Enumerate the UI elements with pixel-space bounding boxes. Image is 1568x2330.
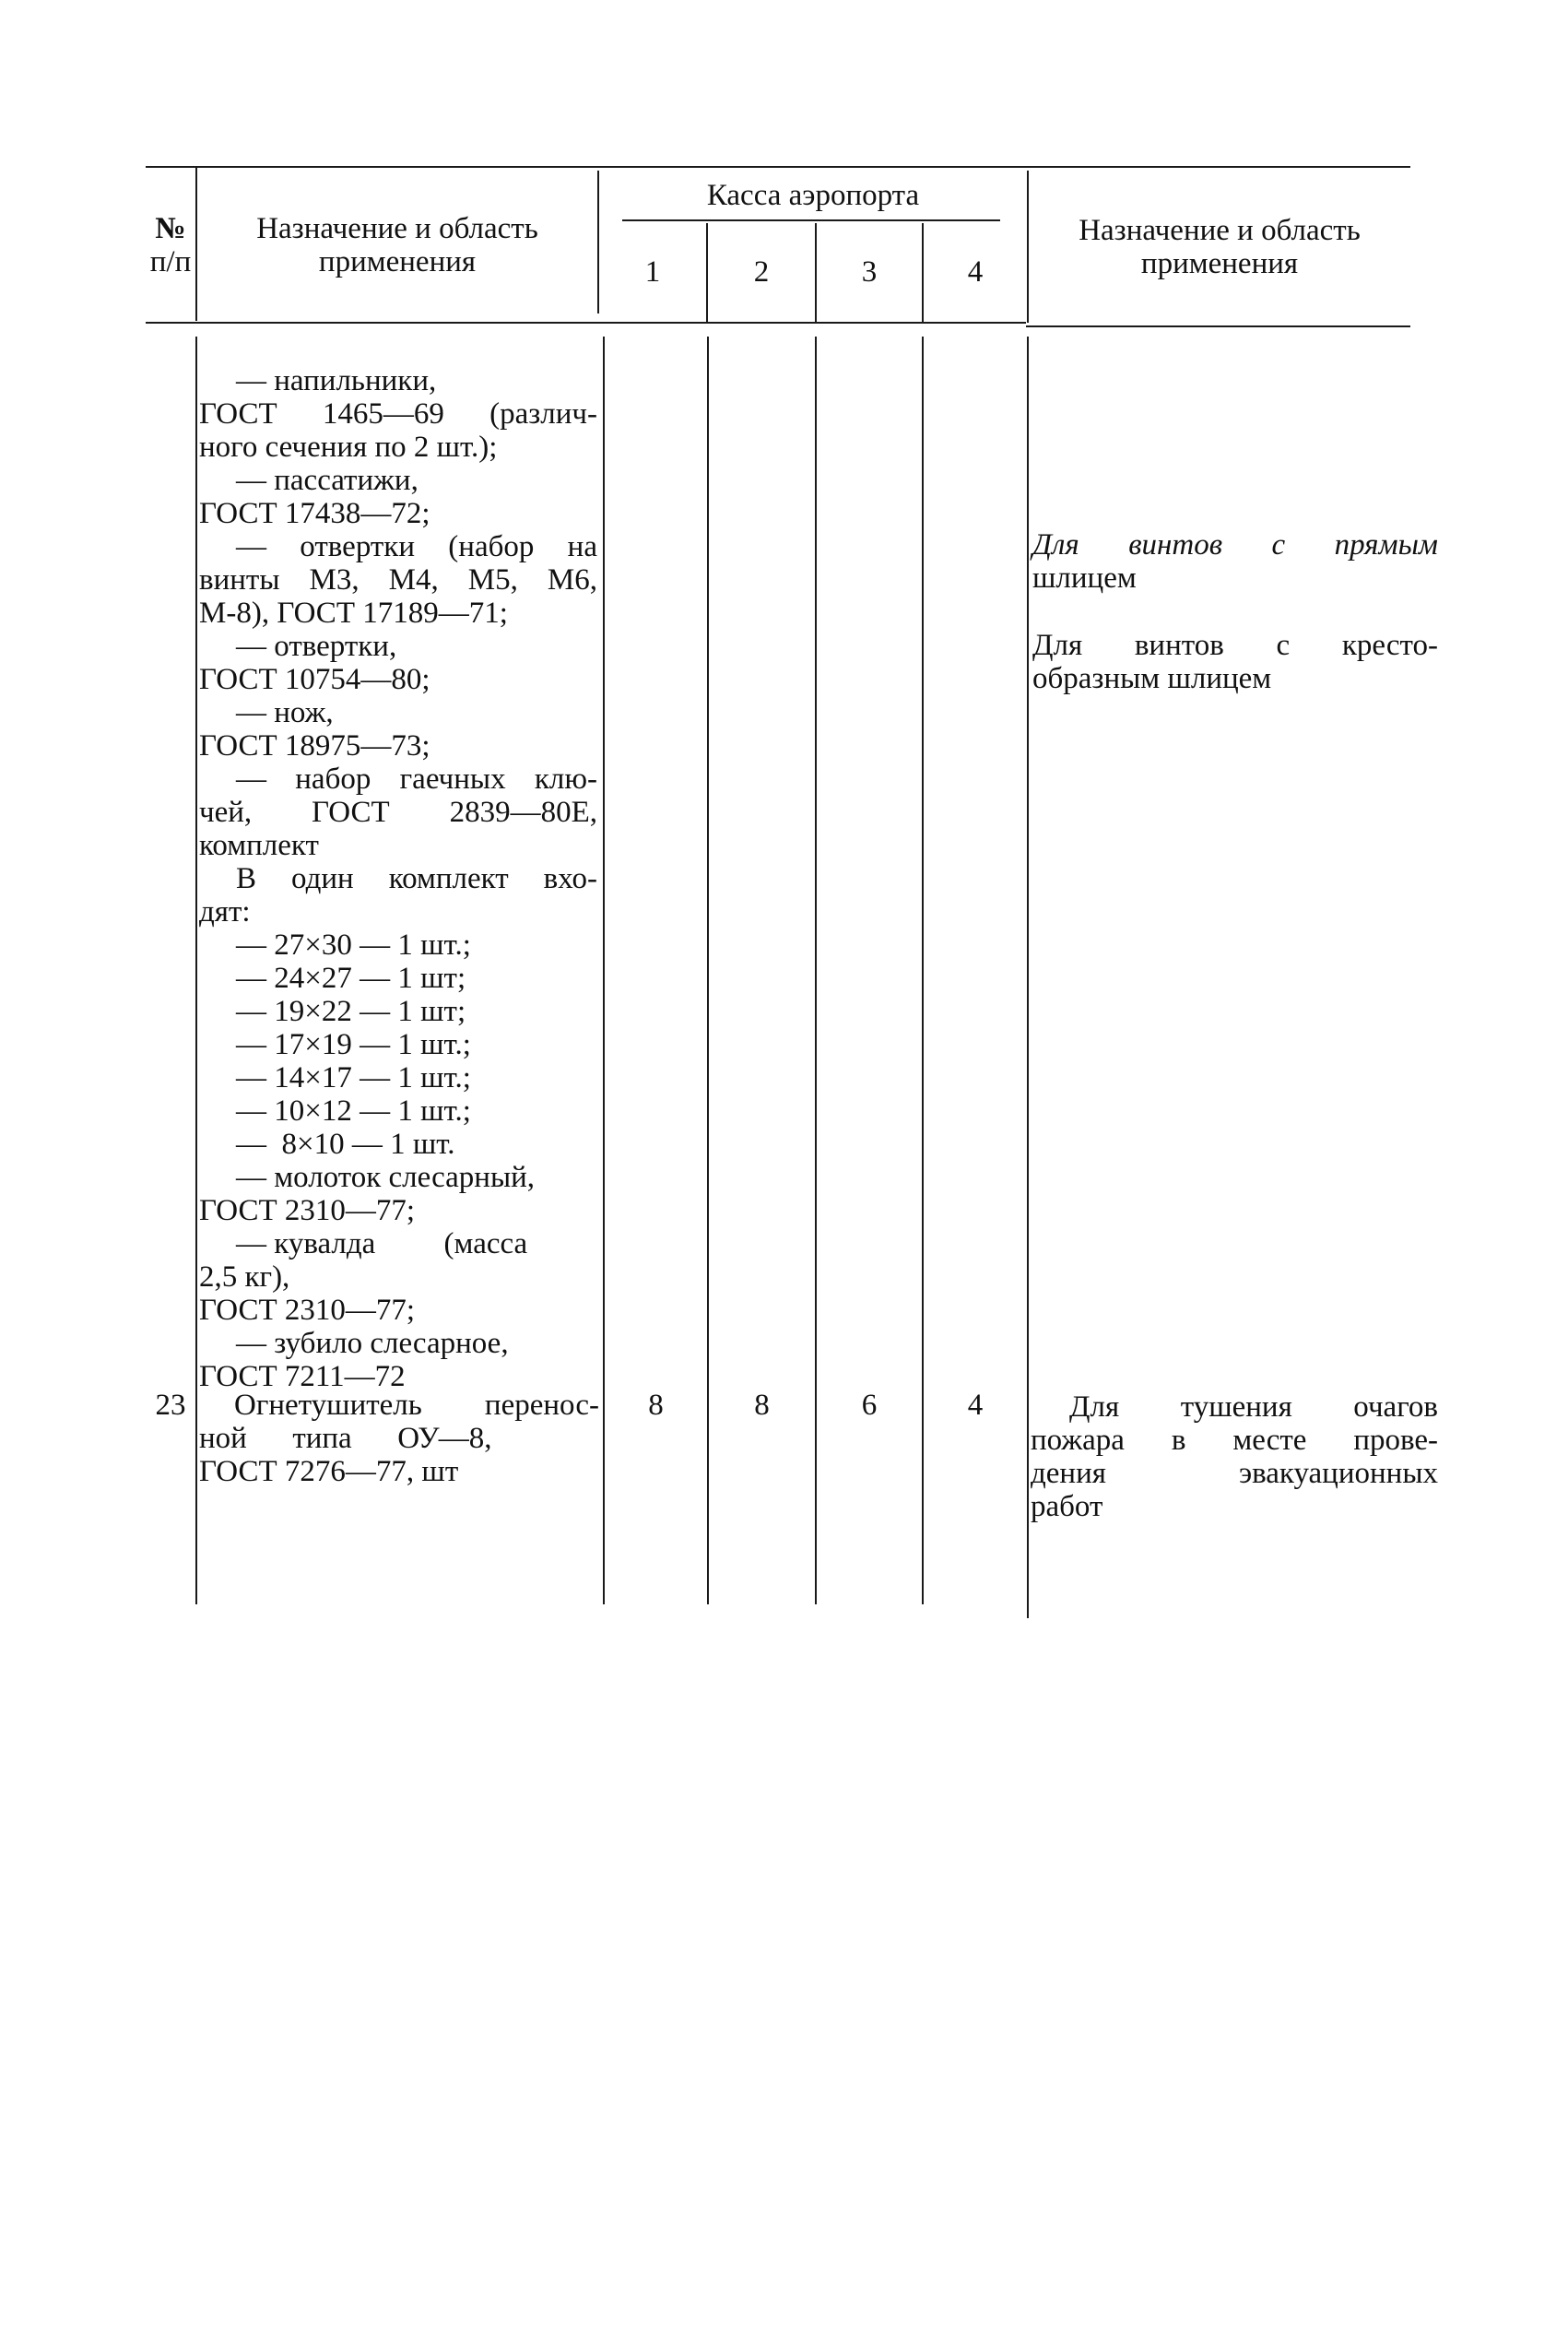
tools-list-line: — пассатижи, xyxy=(236,464,419,497)
extinguisher-desc-line2: ной типа ОУ—8, xyxy=(199,1422,492,1455)
tools-list-line: В один комплект вхо- xyxy=(236,862,597,895)
body-vline-note xyxy=(1027,337,1029,1618)
header-note-label-1: Назначение и область xyxy=(1079,214,1361,247)
tools-list-line: ГОСТ 2310—77; xyxy=(199,1294,416,1327)
tools-list-line: 2,5 кг), xyxy=(199,1260,290,1294)
tools-list-line: — зубило слесарное, xyxy=(236,1327,509,1360)
tools-list-line: — напильники, xyxy=(236,364,437,397)
kassa-sub-rule xyxy=(622,219,1000,221)
header-num-label-2: п/п xyxy=(149,245,192,278)
note-straight-slot-line1: Для винтов с прямым xyxy=(1032,528,1438,562)
note-straight-slot-line2: шлицем xyxy=(1032,562,1137,595)
tools-list-line: — 8×10 — 1 шт. xyxy=(236,1128,455,1161)
extinguisher-note-line3: дения эвакуационных xyxy=(1031,1457,1438,1490)
tools-list-line: — набор гаечных клю- xyxy=(236,763,597,796)
header-note-label-2: применения xyxy=(1140,247,1299,280)
row-number: 23 xyxy=(155,1389,186,1422)
extinguisher-desc-line1: Огнетушитель перенос- xyxy=(234,1389,599,1422)
tools-list-line: ГОСТ 2310—77; xyxy=(199,1194,416,1227)
extinguisher-note-line4: работ xyxy=(1031,1490,1103,1523)
tools-list-line: М-8), ГОСТ 17189—71; xyxy=(199,597,508,630)
tools-list-line: винты М3, М4, М5, М6, xyxy=(199,563,597,597)
tools-list-line: — кувалда (масса xyxy=(236,1227,528,1260)
tools-list-line: — 27×30 — 1 шт.; xyxy=(236,928,471,962)
tools-list-line: ГОСТ 18975—73; xyxy=(199,729,430,763)
tools-list-line: — 17×19 — 1 шт.; xyxy=(236,1028,471,1061)
tools-list-line: ГОСТ 17438—72; xyxy=(199,497,430,530)
header-col-4: 4 xyxy=(967,255,984,289)
tools-list-line: — 24×27 — 1 шт; xyxy=(236,962,466,995)
tools-list-line: чей, ГОСТ 2839—80Е, xyxy=(199,796,597,829)
tools-list-line: — 10×12 — 1 шт.; xyxy=(236,1094,471,1128)
tools-list-line: — отвертки, xyxy=(236,630,397,663)
header-bottom-rule-right xyxy=(1026,325,1410,327)
body-vline-num xyxy=(195,337,197,1604)
tools-list-line: — 19×22 — 1 шт; xyxy=(236,995,466,1028)
kassa-2-value: 8 xyxy=(754,1389,770,1422)
header-kassa-title: Касса аэропорта xyxy=(706,179,920,212)
extinguisher-note-line1: Для тушения очагов xyxy=(1069,1390,1438,1424)
table-top-rule xyxy=(146,166,1410,168)
header-purpose-label-2: применения xyxy=(318,245,477,278)
kassa-3-value: 6 xyxy=(861,1389,878,1422)
header-bottom-rule-left xyxy=(146,322,1026,324)
tools-list xyxy=(199,364,597,1393)
header-col-1: 1 xyxy=(644,255,661,289)
tools-list-line: ГОСТ 7211—72 xyxy=(199,1360,406,1393)
header-col-3: 3 xyxy=(861,255,878,289)
header-num-label-1: № xyxy=(155,212,186,245)
tools-list-line: — отвертки (набор на xyxy=(236,530,597,563)
tools-list-line: — 14×17 — 1 шт.; xyxy=(236,1061,471,1094)
tools-list-line: ГОСТ 1465—69 (различ- xyxy=(199,397,597,431)
tools-list-line: — молоток слесарный, xyxy=(236,1161,536,1194)
tools-list-line: ного сечения по 2 шт.); xyxy=(199,431,498,464)
tools-list-line: ГОСТ 10754—80; xyxy=(199,663,430,696)
kassa-1-value: 8 xyxy=(648,1389,664,1422)
note-cross-slot-line1: Для винтов с кресто- xyxy=(1032,629,1438,662)
note-cross-slot-line2: образным шлицем xyxy=(1032,662,1272,695)
tools-list-line: — нож, xyxy=(236,696,334,729)
extinguisher-note-line2: пожара в месте прове- xyxy=(1031,1424,1438,1457)
tools-list-line: комплект xyxy=(199,829,319,862)
tools-list-line: дят: xyxy=(199,895,251,928)
header-purpose-label-1: Назначение и область xyxy=(256,212,538,245)
kassa-4-value: 4 xyxy=(967,1389,984,1422)
header-col-2: 2 xyxy=(753,255,770,289)
extinguisher-desc-line3: ГОСТ 7276—77, шт xyxy=(199,1455,459,1488)
